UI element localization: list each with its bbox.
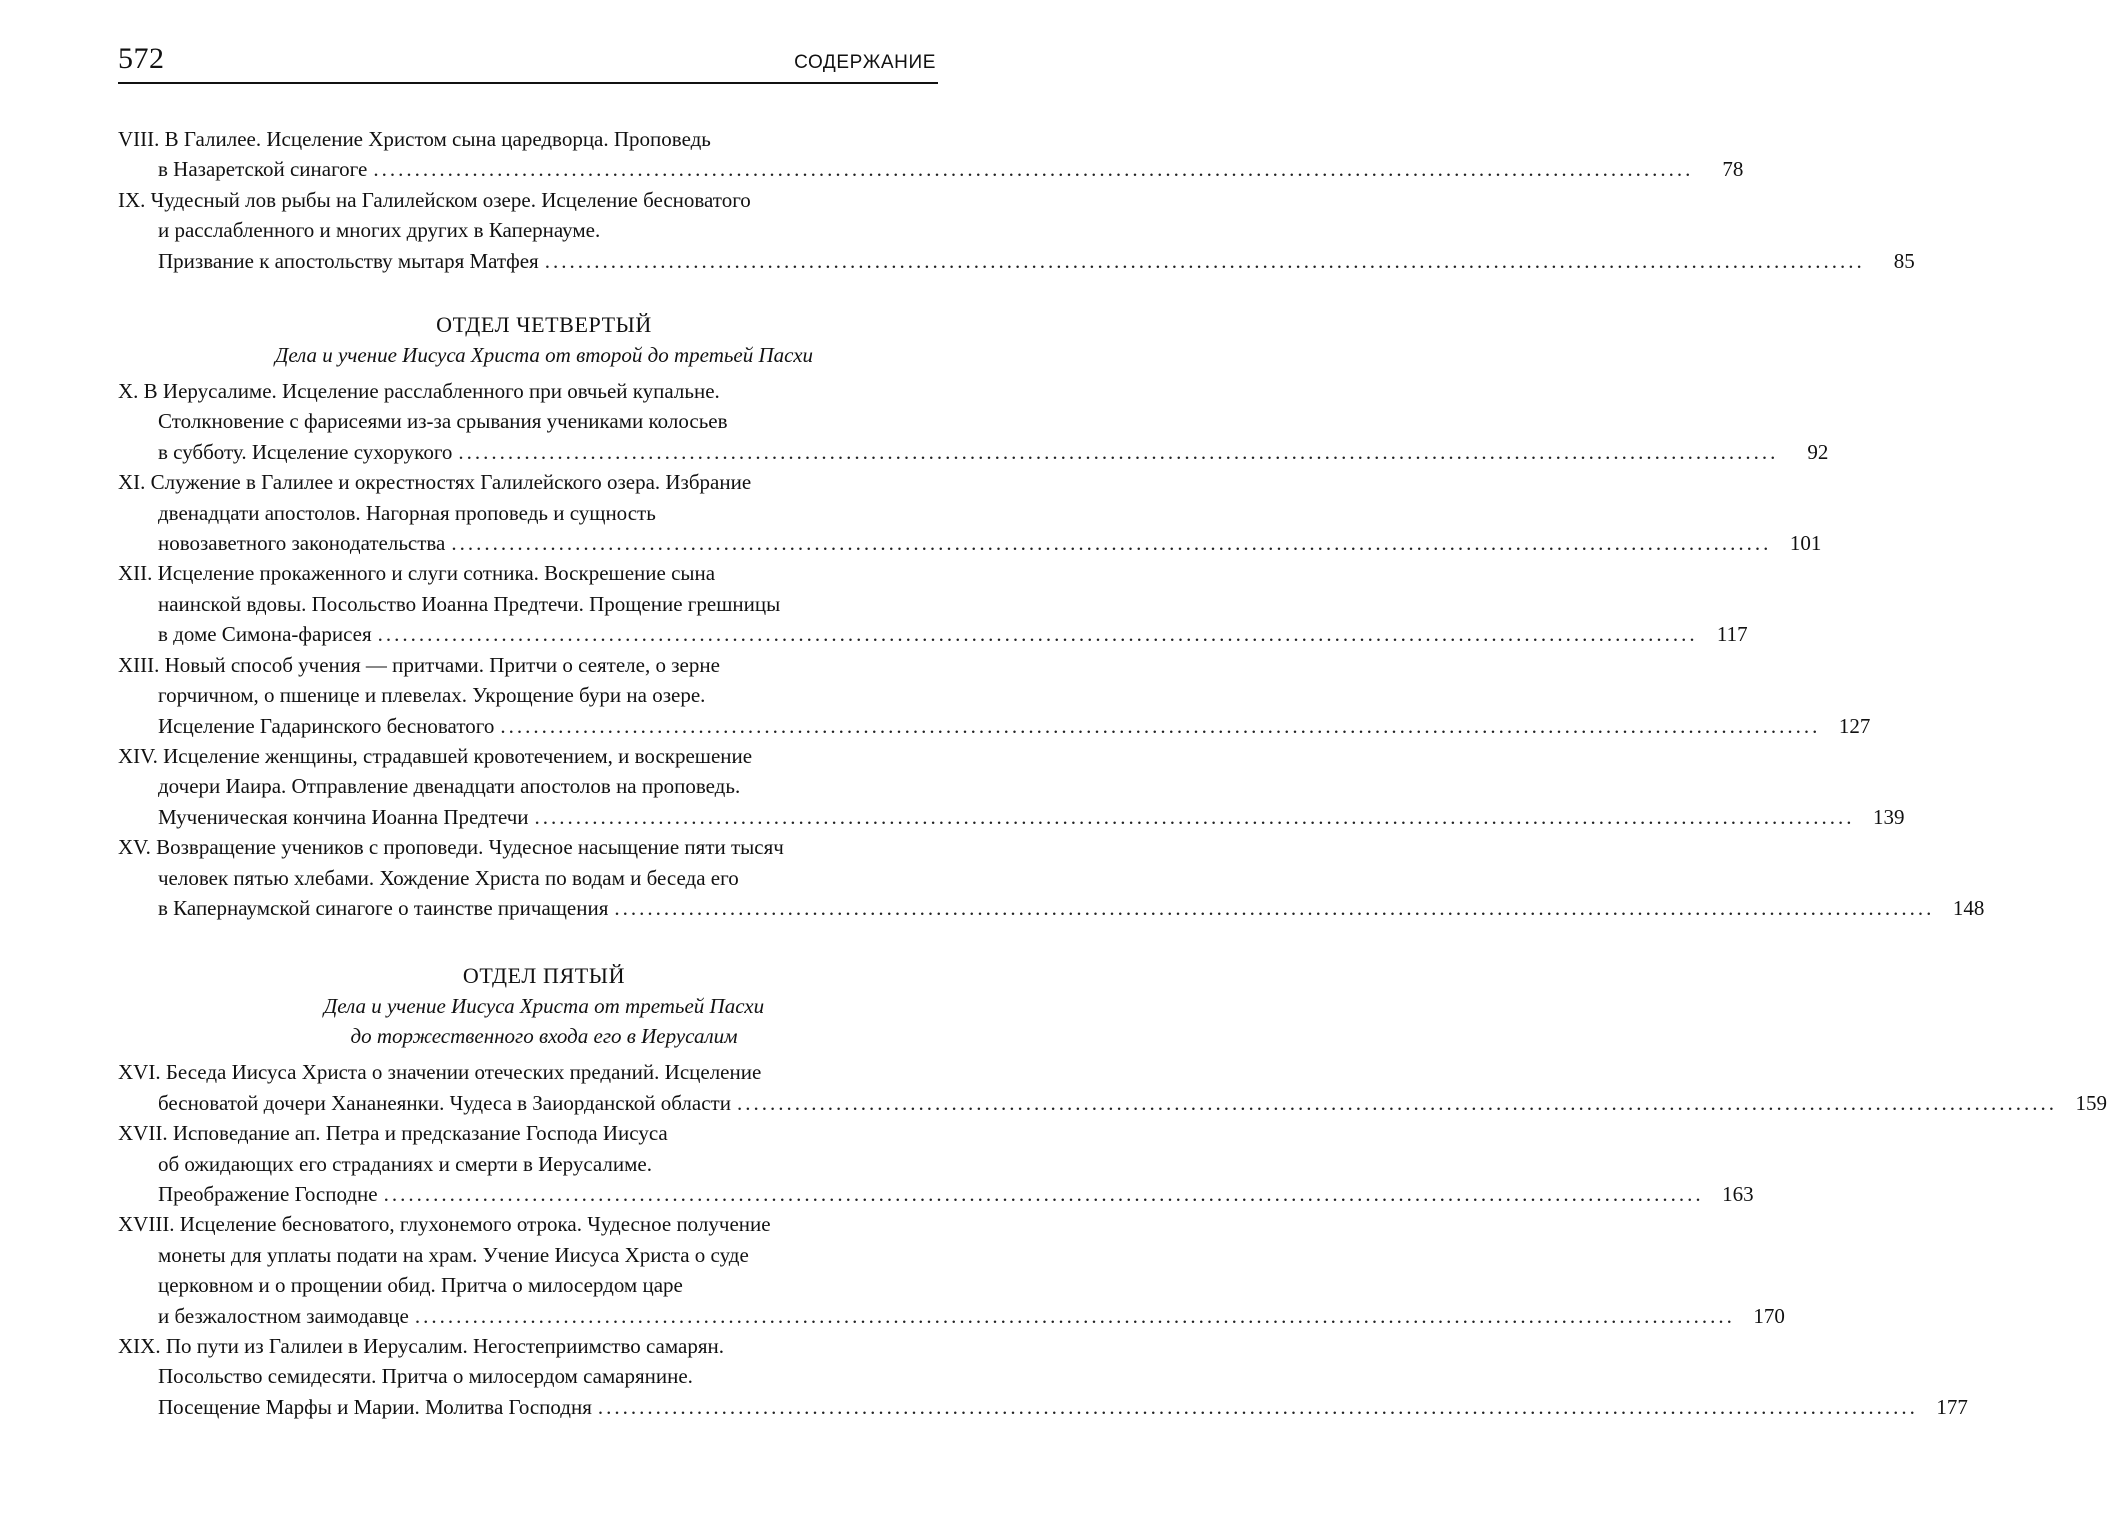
dot-leader: ................................................................................................................................................................ — [451, 531, 1772, 556]
toc-entry-line: дочери Иаира. Отправление двенадцати апостолов на проповедь. — [158, 774, 741, 799]
toc-group-chapters-8-9 — [118, 124, 1915, 276]
page-header — [118, 40, 938, 84]
toc-entry-line: XVII. Исповедание ап. Петра и предсказание Господа Иисуса — [118, 1121, 668, 1146]
dot-leader: ................................................................................................................................................................ — [500, 713, 1821, 738]
toc-entry-last-line — [118, 437, 1829, 467]
toc-entry-line: новозаветного законодательства — [158, 531, 446, 556]
toc-entry-line: бесноватой дочери Хананеянки. Чудеса в Заиорданской области — [158, 1090, 731, 1115]
toc-entry-line: XII. Исцеление прокаженного и слуги сотника. Воскрешение сына — [118, 561, 716, 586]
dot-leader: ................................................................................................................................................................ — [544, 248, 1865, 273]
dot-leader: ................................................................................................................................................................ — [534, 804, 1855, 829]
toc-entry — [118, 467, 1822, 558]
toc-entry-last-line — [118, 619, 1748, 649]
section-subtitle-part-5-line-2: до торжественного входа его в Иерусалим — [350, 1024, 738, 1049]
dot-leader: ................................................................................................................................................................ — [373, 157, 1694, 182]
toc-entry-line: монеты для уплаты подати на храм. Учение Иисуса Христа о суде — [158, 1242, 749, 1267]
toc-entry-line: в Капернаумской синагоге о таинстве причащения — [158, 895, 609, 920]
toc-entry-line: Посольство семидесяти. Притча о милосердом самарянине. — [158, 1364, 693, 1389]
dot-leader: ................................................................................................................................................................ — [458, 439, 1779, 464]
toc-page-number: 148 — [1952, 895, 1985, 920]
dot-leader: ................................................................................................................................................................ — [377, 622, 1698, 647]
toc-entry-line: наинской вдовы. Посольство Иоанна Предтечи. Прощение грешницы — [158, 591, 781, 616]
toc-entry-line: Исцеление Гадаринского бесноватого — [158, 713, 495, 738]
toc-group-part-4 — [118, 376, 1985, 923]
toc-page-number: 163 — [1722, 1181, 1754, 1206]
dot-leader: ................................................................................................................................................................ — [383, 1181, 1704, 1206]
toc-entry — [118, 650, 1871, 741]
toc-entry-line: и безжалостном заимодавце — [158, 1303, 409, 1328]
toc-page-number: 139 — [1873, 804, 1905, 829]
toc-entry-last-line — [118, 1392, 1968, 1422]
toc-entry — [118, 558, 1748, 649]
toc-entry-line: об ожидающих его страданиях и смерти в Иерусалиме. — [158, 1151, 652, 1176]
toc-entry-last-line — [118, 1179, 1754, 1209]
toc-entry-line: XV. Возвращение учеников с проповеди. Чудесное насыщение пяти тысяч — [118, 835, 784, 860]
toc-page-number: 78 — [1722, 157, 1744, 182]
toc-entry-line: XIV. Исцеление женщины, страдавшей кровотечением, и воскрешение — [118, 743, 753, 768]
toc-entry-last-line — [118, 246, 1915, 276]
toc-page-number: 170 — [1753, 1303, 1785, 1328]
dot-leader: ................................................................................................................................................................ — [614, 895, 1935, 920]
toc-page-number: 127 — [1838, 713, 1871, 738]
toc-entry-line: в субботу. Исцеление сухорукого — [158, 439, 453, 464]
toc-entry-line: XIII. Новый способ учения — притчами. Притчи о сеятеле, о зерне — [118, 652, 720, 677]
toc-entry-line: Столкновение с фарисеями из-за срывания учениками колосьев — [158, 409, 728, 434]
toc-group-part-5 — [118, 1057, 2107, 1422]
page-number: 572 — [118, 42, 165, 75]
toc-entry-line: церковном и о прощении обид. Притча о милосердом царе — [158, 1273, 683, 1298]
toc-entry-last-line — [118, 893, 1985, 923]
toc-entry — [118, 832, 1985, 923]
toc-entry-line: Посещение Марфы и Марии. Молитва Господня — [158, 1394, 592, 1419]
toc-page-number: 177 — [1936, 1394, 1968, 1419]
toc-entry-line: в доме Симона-фарисея — [158, 622, 372, 647]
toc-page-number: 85 — [1893, 248, 1915, 273]
toc-entry-last-line — [118, 1088, 2107, 1118]
toc-entry-line: XIX. По пути из Галилеи в Иерусалим. Негостеприимство самарян. — [118, 1334, 724, 1358]
dot-leader: ................................................................................................................................................................ — [736, 1090, 2057, 1115]
toc-entry-line: Призвание к апостольству мытаря Матфея — [158, 248, 539, 273]
toc-entry-line: горчичном, о пшенице и плевелах. Укрощение бури на озере. — [158, 683, 706, 708]
toc-page-number: 159 — [2075, 1090, 2107, 1115]
toc-entry — [118, 1331, 1968, 1422]
section-title-part-5: ОТДЕЛ ПЯТЫЙ — [462, 963, 626, 989]
toc-entry-last-line — [118, 711, 1871, 741]
toc-entry-line: двенадцати апостолов. Нагорная проповедь и сущность — [158, 500, 656, 525]
toc-entry-line: Преображение Господне — [158, 1181, 378, 1206]
toc-entry-line: человек пятью хлебами. Хождение Христа по водам и беседа его — [158, 865, 739, 890]
toc-entry-line: IX. Чудесный лов рыбы на Галилейском озере. Исцеление бесноватого — [118, 187, 751, 212]
toc-entry-line: в Назаретской синагоге — [158, 157, 368, 182]
toc-entry-line: XI. Служение в Галилее и окрестностях Галилейского озера. Избрание — [118, 470, 752, 495]
dot-leader: ................................................................................................................................................................ — [414, 1303, 1735, 1328]
running-head: СОДЕРЖАНИЕ — [794, 52, 936, 73]
toc-entry — [118, 1209, 1785, 1331]
toc-entry-line: и расслабленного и многих других в Капернауме. — [158, 218, 601, 243]
toc-entry — [118, 124, 1744, 185]
toc-entry-line: XVI. Беседа Иисуса Христа о значении отеческих преданий. Исцеление — [118, 1060, 762, 1085]
toc-entry-line: X. В Иерусалиме. Исцеление расслабленного при овчьей купальне. — [118, 379, 720, 404]
section-title-part-4: ОТДЕЛ ЧЕТВЕРТЫЙ — [436, 312, 652, 338]
toc-entry-last-line — [118, 528, 1822, 558]
toc-entry-last-line — [118, 802, 1905, 832]
toc-entry-line: VIII. В Галилее. Исцеление Христом сына царедворца. Проповедь — [118, 127, 711, 151]
toc-entry-line: XVIII. Исцеление бесноватого, глухонемого отрока. Чудесное получение — [118, 1212, 771, 1237]
toc-entry-last-line — [118, 1301, 1785, 1331]
toc-entry-last-line — [118, 154, 1744, 184]
toc-page-number: 117 — [1716, 622, 1748, 647]
toc-page-number: 101 — [1789, 531, 1822, 556]
toc-entry — [118, 185, 1915, 276]
toc-entry-line: Мученическая кончина Иоанна Предтечи — [158, 804, 529, 829]
toc-entry — [118, 1057, 2107, 1118]
toc-page-number: 92 — [1807, 439, 1829, 464]
table-of-contents — [118, 124, 2107, 1422]
toc-entry — [118, 1118, 1754, 1209]
toc-entry — [118, 376, 1829, 467]
section-subtitle-part-5-line-1: Дела и учение Иисуса Христа от третьей Пасхи — [323, 994, 765, 1019]
section-subtitle-part-4: Дела и учение Иисуса Христа от второй до третьей Пасхи — [274, 343, 814, 368]
dot-leader: ................................................................................................................................................................ — [597, 1394, 1918, 1419]
toc-entry — [118, 741, 1905, 832]
